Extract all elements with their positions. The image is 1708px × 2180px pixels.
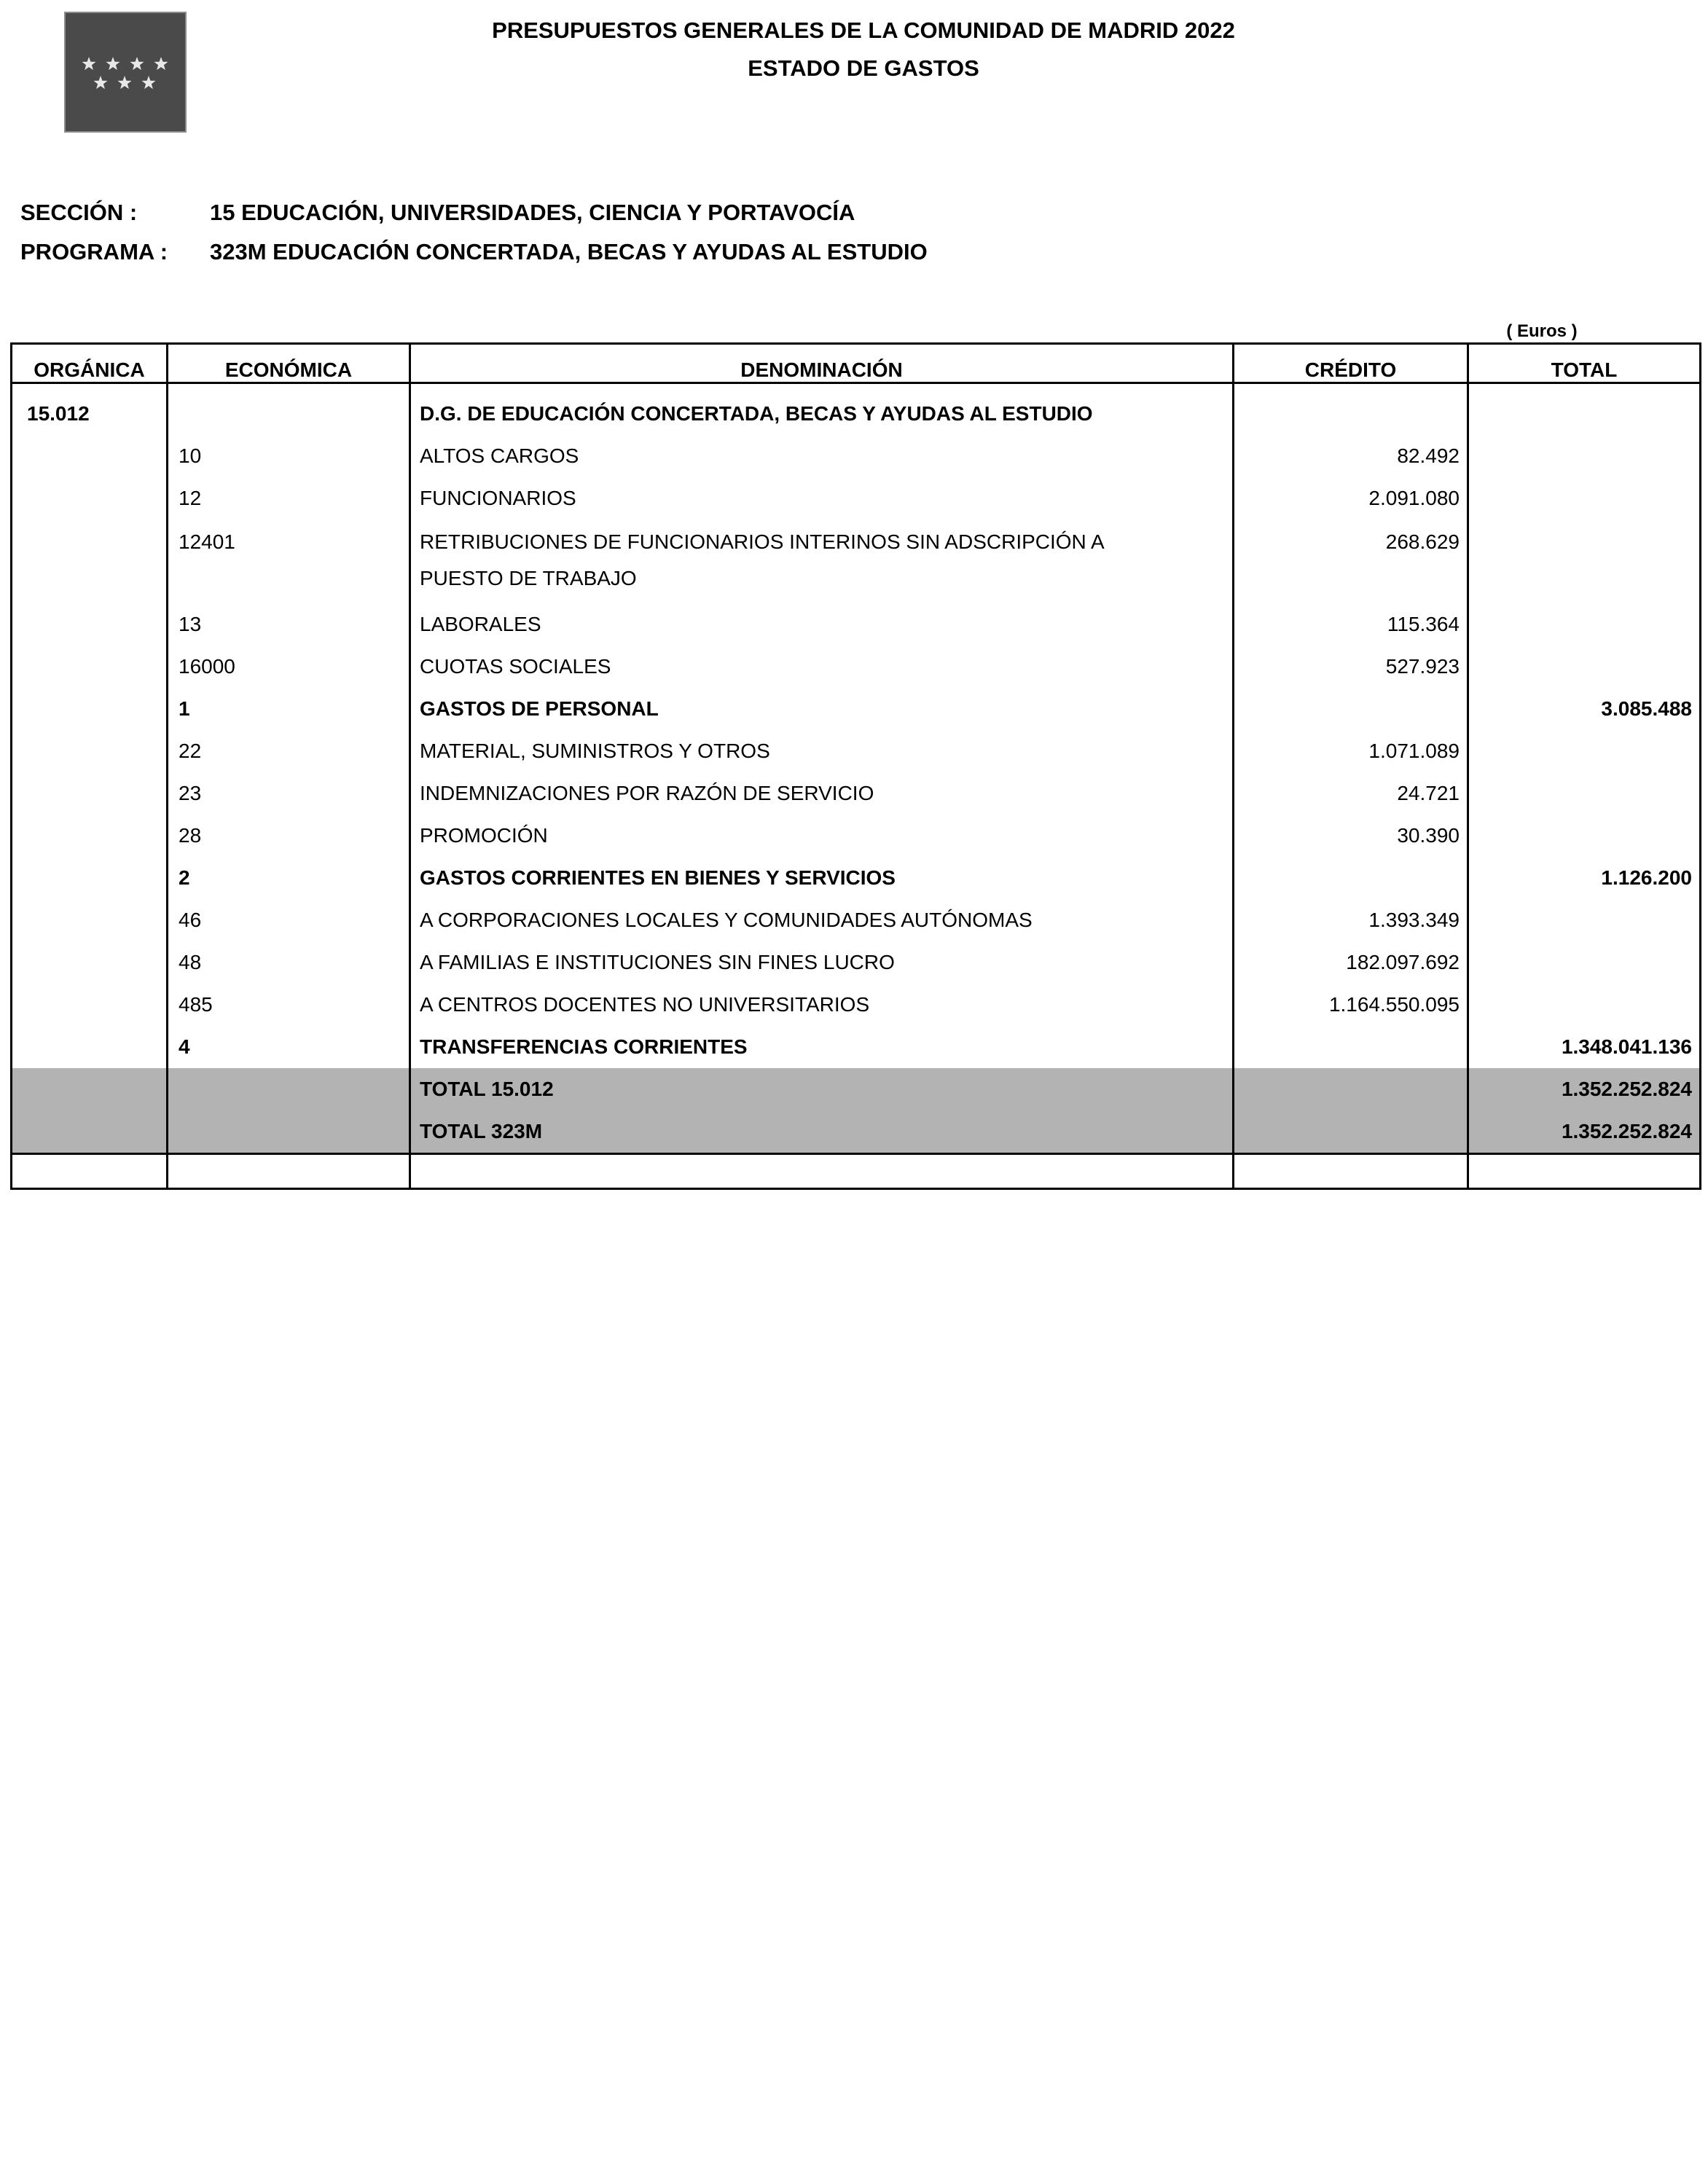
total-label: TOTAL 15.012 <box>410 1068 1234 1110</box>
credito-cell: 24.721 <box>1234 772 1468 815</box>
economica-cell: 4 <box>168 1026 410 1068</box>
budget-table <box>10 342 1701 1190</box>
credito-cell <box>1234 857 1468 899</box>
table-row <box>12 772 1701 815</box>
total-cell: 3.085.488 <box>1468 688 1701 730</box>
total-cell <box>1468 603 1701 646</box>
total-cell: 1.348.041.136 <box>1468 1026 1701 1068</box>
organica-cell <box>12 941 168 984</box>
credito-cell: 115.364 <box>1234 603 1468 646</box>
table-row <box>12 435 1701 477</box>
column-header-economica: ECONÓMICA <box>168 344 410 383</box>
total-value: 1.352.252.824 <box>1468 1068 1701 1110</box>
credito-cell <box>1234 688 1468 730</box>
total-cell <box>1468 772 1701 815</box>
total-cell <box>1468 383 1701 436</box>
economica-cell: 28 <box>168 815 410 857</box>
organica-cell <box>12 688 168 730</box>
organica-cell <box>12 730 168 772</box>
program-value: 323M EDUCACIÓN CONCERTADA, BECAS Y AYUDAS AL ESTUDIO <box>210 239 928 264</box>
units-label: ( Euros ) <box>1506 321 1578 341</box>
economica-cell: 48 <box>168 941 410 984</box>
denominacion-line: RETRIBUCIONES DE FUNCIONARIOS INTERINOS SIN ADSCRIPCIÓN A <box>420 530 1105 553</box>
economica-cell: 12401 <box>168 519 410 603</box>
denominacion-cell: PROMOCIÓN <box>410 815 1234 857</box>
denominacion-cell: CUOTAS SOCIALES <box>410 646 1234 688</box>
total-row <box>12 1068 1701 1110</box>
column-header-denominacion: DENOMINACIÓN <box>410 344 1234 383</box>
economica-cell: 12 <box>168 477 410 519</box>
section-label: SECCIÓN : <box>20 200 138 225</box>
organica-cell <box>12 603 168 646</box>
table-header-row <box>12 344 1701 383</box>
denominacion-cell: INDEMNIZACIONES POR RAZÓN DE SERVICIO <box>410 772 1234 815</box>
total-cell <box>1468 815 1701 857</box>
table-row <box>12 815 1701 857</box>
organica-cell <box>12 1026 168 1068</box>
denominacion-cell: FUNCIONARIOS <box>410 477 1234 519</box>
table-row <box>12 984 1701 1026</box>
document-subtitle: ESTADO DE GASTOS <box>748 55 979 81</box>
star-icon <box>82 57 96 70</box>
table-row <box>12 688 1701 730</box>
column-header-total: TOTAL <box>1468 344 1701 383</box>
credito-cell <box>1234 383 1468 436</box>
total-row <box>12 1110 1701 1154</box>
economica-cell <box>168 383 410 436</box>
credito-cell: 1.393.349 <box>1234 899 1468 941</box>
table-row <box>12 603 1701 646</box>
credito-cell: 527.923 <box>1234 646 1468 688</box>
star-icon <box>94 76 108 89</box>
denominacion-cell <box>410 519 1234 603</box>
denominacion-cell: D.G. DE EDUCACIÓN CONCERTADA, BECAS Y AYUDAS AL ESTUDIO <box>410 383 1234 436</box>
organica-cell <box>12 477 168 519</box>
star-icon <box>154 57 168 70</box>
economica-cell: 23 <box>168 772 410 815</box>
empty-row <box>12 1154 1701 1189</box>
star-icon <box>130 57 144 70</box>
organica-cell <box>12 646 168 688</box>
economica-cell: 2 <box>168 857 410 899</box>
denominacion-cell: MATERIAL, SUMINISTROS Y OTROS <box>410 730 1234 772</box>
table-row <box>12 646 1701 688</box>
total-cell: 1.126.200 <box>1468 857 1701 899</box>
table-row <box>12 1026 1701 1068</box>
denominacion-cell: GASTOS DE PERSONAL <box>410 688 1234 730</box>
total-cell <box>1468 899 1701 941</box>
total-cell <box>1468 477 1701 519</box>
madrid-stars-flag-icon <box>64 12 187 133</box>
economica-cell: 16000 <box>168 646 410 688</box>
total-cell <box>1468 984 1701 1026</box>
credito-cell: 268.629 <box>1234 519 1468 603</box>
economica-cell: 13 <box>168 603 410 646</box>
organica-cell <box>12 984 168 1026</box>
denominacion-cell: A FAMILIAS E INSTITUCIONES SIN FINES LUCRO <box>410 941 1234 984</box>
credito-cell: 1.071.089 <box>1234 730 1468 772</box>
denominacion-cell: A CENTROS DOCENTES NO UNIVERSITARIOS <box>410 984 1234 1026</box>
column-header-organica: ORGÁNICA <box>12 344 168 383</box>
economica-cell: 1 <box>168 688 410 730</box>
denominacion-line: PUESTO DE TRABAJO <box>420 567 637 589</box>
denominacion-cell: GASTOS CORRIENTES EN BIENES Y SERVICIOS <box>410 857 1234 899</box>
table-row <box>12 857 1701 899</box>
organica-cell <box>12 435 168 477</box>
denominacion-cell: LABORALES <box>410 603 1234 646</box>
total-cell <box>1468 730 1701 772</box>
economica-cell: 46 <box>168 899 410 941</box>
section-value: 15 EDUCACIÓN, UNIVERSIDADES, CIENCIA Y PORTAVOCÍA <box>210 200 855 225</box>
organica-cell <box>12 899 168 941</box>
economica-cell: 10 <box>168 435 410 477</box>
total-value: 1.352.252.824 <box>1468 1110 1701 1154</box>
denominacion-cell: ALTOS CARGOS <box>410 435 1234 477</box>
table-row <box>12 941 1701 984</box>
credito-cell: 1.164.550.095 <box>1234 984 1468 1026</box>
star-icon <box>118 76 132 89</box>
organica-cell <box>12 857 168 899</box>
table-row <box>12 730 1701 772</box>
credito-cell: 82.492 <box>1234 435 1468 477</box>
table-row <box>12 383 1701 436</box>
economica-cell: 22 <box>168 730 410 772</box>
program-label: PROGRAMA : <box>20 239 168 264</box>
credito-cell: 182.097.692 <box>1234 941 1468 984</box>
table-row <box>12 477 1701 519</box>
star-icon <box>142 76 156 89</box>
economica-cell: 485 <box>168 984 410 1026</box>
organica-cell <box>12 815 168 857</box>
credito-cell: 30.390 <box>1234 815 1468 857</box>
total-cell <box>1468 435 1701 477</box>
star-icon <box>106 57 120 70</box>
denominacion-cell: A CORPORACIONES LOCALES Y COMUNIDADES AUTÓNOMAS <box>410 899 1234 941</box>
total-cell <box>1468 646 1701 688</box>
total-label: TOTAL 323M <box>410 1110 1234 1154</box>
total-cell <box>1468 519 1701 603</box>
document-title: PRESUPUESTOS GENERALES DE LA COMUNIDAD DE MADRID 2022 <box>492 17 1235 43</box>
credito-cell: 2.091.080 <box>1234 477 1468 519</box>
table-row <box>12 899 1701 941</box>
table-row <box>12 519 1701 603</box>
organica-cell: 15.012 <box>12 383 168 436</box>
denominacion-cell: TRANSFERENCIAS CORRIENTES <box>410 1026 1234 1068</box>
organica-cell <box>12 772 168 815</box>
column-header-credito: CRÉDITO <box>1234 344 1468 383</box>
credito-cell <box>1234 1026 1468 1068</box>
organica-cell <box>12 519 168 603</box>
total-cell <box>1468 941 1701 984</box>
